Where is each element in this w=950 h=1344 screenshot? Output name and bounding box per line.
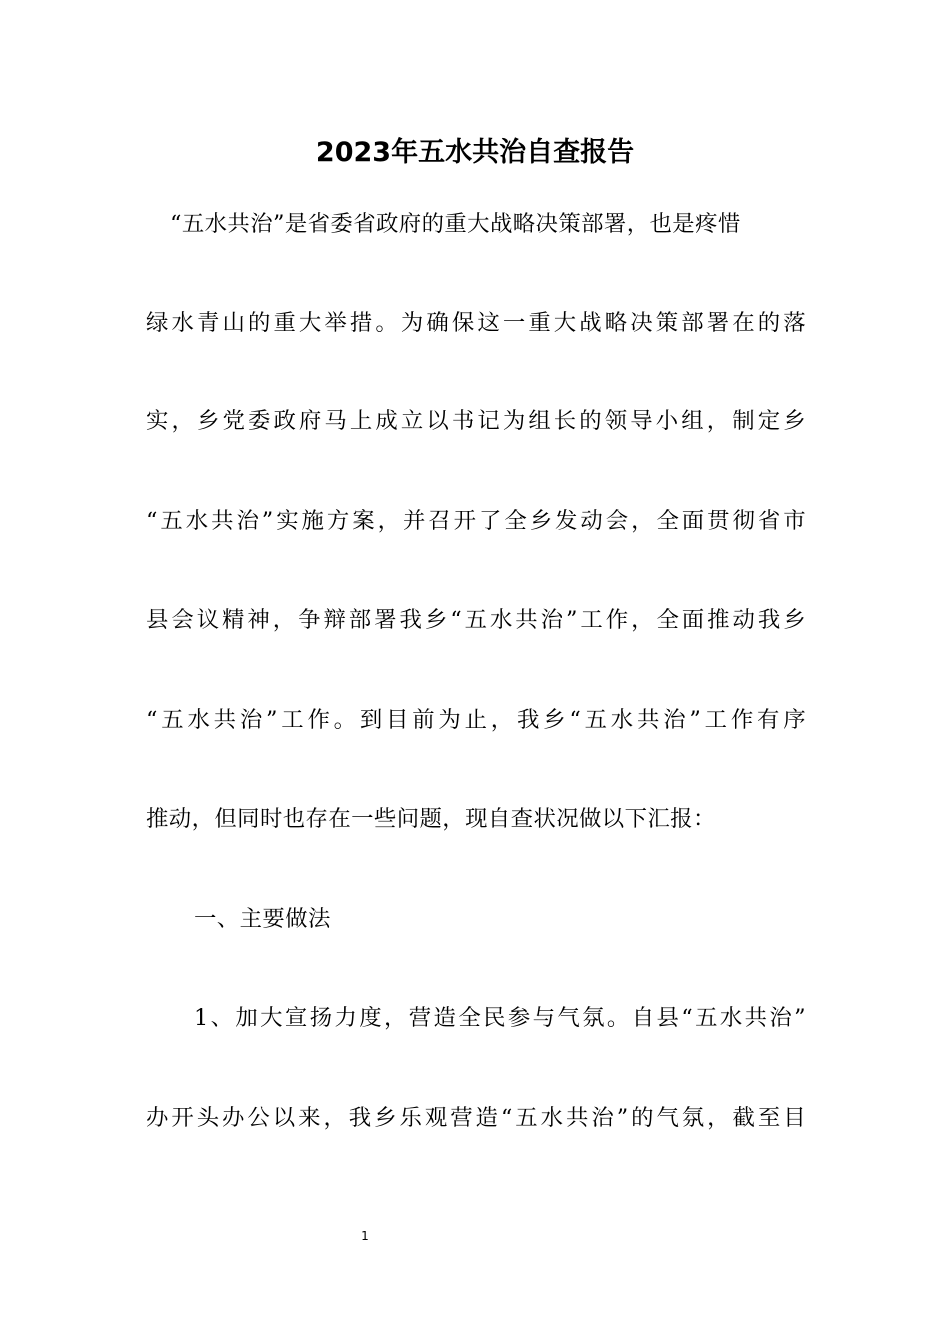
paragraph-line-3: 实，乡党委政府马上成立以书记为组长的领导小组，制定乡	[146, 408, 806, 434]
section-heading: 一、主要做法	[194, 906, 331, 932]
page-number: 1	[361, 1229, 369, 1243]
document-title: 2023年五水共治自查报告	[315, 137, 635, 168]
paragraph-line-4: “五水共治”实施方案，并召开了全乡发动会，全面贯彻省市	[146, 508, 806, 534]
paragraph-line-7: 推动，但同时也存在一些问题，现自查状况做以下汇报：	[146, 806, 716, 832]
paragraph-line-2: 绿水青山的重大举措。为确保这一重大战略决策部署在的落	[146, 310, 806, 336]
paragraph-line-6: “五水共治”工作。到目前为止，我乡“五水共治”工作有序	[146, 707, 806, 733]
paragraph-line-1: “五水共治”是省委省政府的重大战略决策部署，也是疼惜	[170, 211, 741, 237]
paragraph-line-9: 1、加大宣扬力度，营造全民参与气氛。自县“五水共治”	[194, 1005, 806, 1031]
paragraph-line-10: 办开头办公以来，我乡乐观营造“五水共治”的气氛，截至目	[146, 1105, 806, 1131]
paragraph-line-5: 县会议精神，争辩部署我乡“五水共治”工作，全面推动我乡	[146, 607, 806, 633]
